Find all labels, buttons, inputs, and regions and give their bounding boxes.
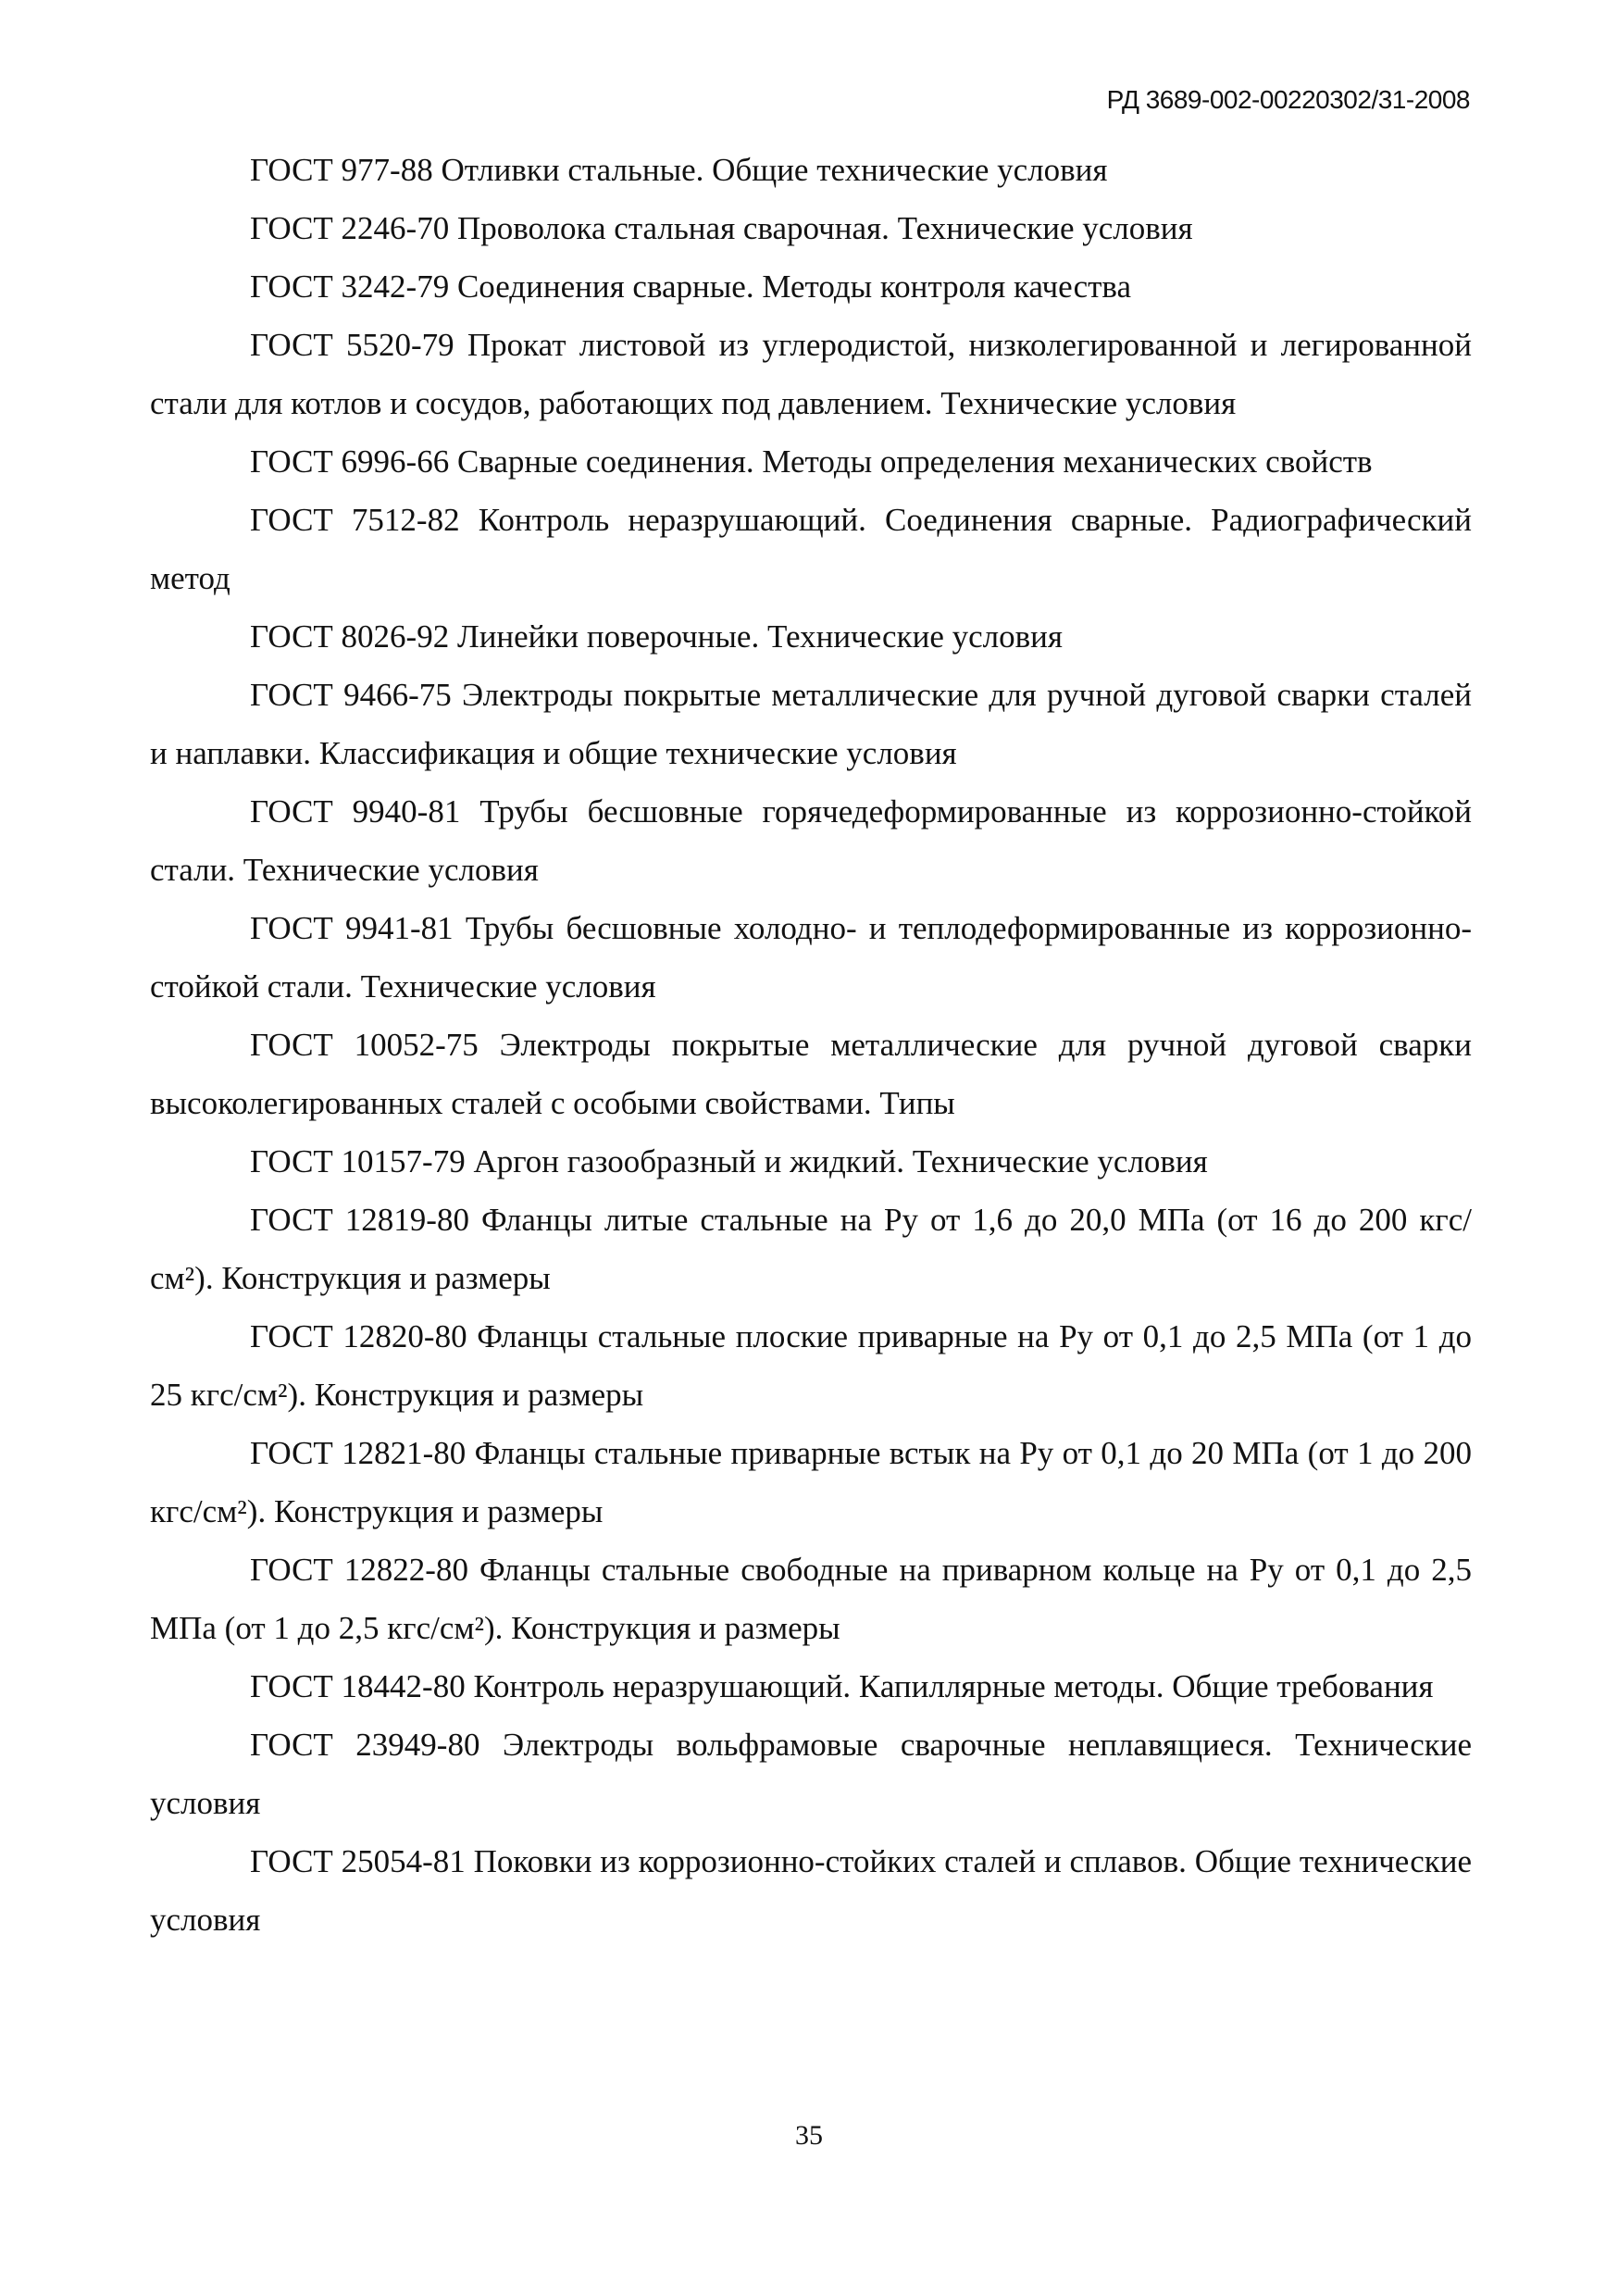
reference-code: ГОСТ 9941-81 <box>250 910 454 946</box>
reference-title: Отливки стальные. Общие технические условия <box>441 152 1108 188</box>
reference-item <box>150 1716 1472 1832</box>
reference-code: ГОСТ 10157-79 <box>250 1143 466 1179</box>
reference-code: ГОСТ 9466-75 <box>250 677 452 713</box>
reference-title: Трубы бесшовные горячедеформированные из коррозионно-стойкой стали. Технические условия <box>150 793 1473 888</box>
reference-item <box>150 1541 1472 1657</box>
reference-title: Электроды вольфрамовые сварочные неплавящиеся. Технические условия <box>150 1727 1472 1821</box>
normative-references-list <box>150 141 1472 1949</box>
reference-item <box>150 1657 1472 1716</box>
reference-title: Фланцы стальные свободные на приварном кольце на Ру от 0,1 до 2,5 МПа (от 1 до 2,5 кгс/см²). Конструкция и размеры <box>150 1552 1472 1646</box>
reference-item <box>150 607 1472 666</box>
reference-title: Соединения сварные. Методы контроля качества <box>456 268 1131 305</box>
reference-code: ГОСТ 12820-80 <box>250 1318 467 1354</box>
reference-code: ГОСТ 3242-79 <box>250 268 450 305</box>
reference-item <box>150 1191 1472 1307</box>
reference-code: ГОСТ 6996-66 <box>250 443 450 480</box>
reference-item <box>150 1016 1472 1132</box>
reference-code: ГОСТ 12822-80 <box>250 1552 468 1588</box>
reference-title: Аргон газообразный и жидкий. Технические условия <box>473 1143 1208 1179</box>
reference-item <box>150 1832 1472 1949</box>
reference-code: ГОСТ 977-88 <box>250 152 433 188</box>
reference-title: Контроль неразрушающий. Капиллярные методы. Общие требования <box>473 1668 1434 1704</box>
reference-title: Электроды покрытые металлические для ручной дуговой сварки сталей и наплавки. Классификация и общие технические условия <box>150 677 1472 771</box>
reference-title: Контроль неразрушающий. Соединения сварные. Радиографический метод <box>150 502 1472 596</box>
reference-item <box>150 432 1472 491</box>
page-number: 35 <box>795 2120 823 2151</box>
reference-code: ГОСТ 7512-82 <box>250 502 460 538</box>
reference-title: Проволока стальная сварочная. Технические условия <box>456 210 1193 246</box>
reference-code: ГОСТ 5520-79 <box>250 327 454 363</box>
reference-item <box>150 1132 1472 1191</box>
reference-item <box>150 1307 1472 1424</box>
reference-title: Прокат листовой из углеродистой, низколегированной и легированной стали для котлов и сосудов, работающих под давлением. Технические условия <box>150 327 1472 421</box>
reference-title: Фланцы литые стальные на Ру от 1,6 до 20,0 МПа (от 16 до 200 кгс/см²). Конструкция и размеры <box>150 1202 1472 1296</box>
reference-title: Фланцы стальные приварные встык на Ру от 0,1 до 20 МПа (от 1 до 200 кгс/см²). Конструкция и размеры <box>150 1435 1472 1529</box>
reference-item <box>150 782 1472 899</box>
reference-item <box>150 491 1472 607</box>
reference-code: ГОСТ 2246-70 <box>250 210 450 246</box>
reference-code: ГОСТ 10052-75 <box>250 1027 479 1063</box>
reference-code: ГОСТ 12819-80 <box>250 1202 469 1238</box>
reference-title: Трубы бесшовные холодно- и теплодеформированные из коррозионно-стойкой стали. Технические условия <box>150 910 1473 1004</box>
reference-title: Фланцы стальные плоские приварные на Ру от 0,1 до 2,5 МПа (от 1 до 25 кгс/см²). Конструкция и размеры <box>150 1318 1473 1413</box>
reference-code: ГОСТ 9940-81 <box>250 793 461 830</box>
reference-item <box>150 199 1472 257</box>
reference-item <box>150 141 1472 199</box>
reference-code: ГОСТ 25054-81 <box>250 1843 466 1879</box>
reference-item <box>150 316 1472 432</box>
reference-code: ГОСТ 8026-92 <box>250 618 450 655</box>
reference-title: Поковки из коррозионно-стойких сталей и сплавов. Общие технические условия <box>150 1843 1472 1938</box>
reference-code: ГОСТ 18442-80 <box>250 1668 466 1704</box>
reference-title: Сварные соединения. Методы определения механических свойств <box>456 443 1373 480</box>
reference-code: ГОСТ 23949-80 <box>250 1727 480 1763</box>
reference-code: ГОСТ 12821-80 <box>250 1435 467 1471</box>
document-code: РД 3689-002-00220302/31-2008 <box>1106 85 1470 114</box>
reference-item <box>150 899 1472 1016</box>
reference-title: Электроды покрытые металлические для ручной дуговой сварки высоколегированных сталей с особыми свойствами. Типы <box>150 1027 1473 1121</box>
reference-item <box>150 257 1472 316</box>
reference-title: Линейки поверочные. Технические условия <box>456 618 1063 655</box>
reference-item <box>150 1424 1472 1541</box>
reference-item <box>150 666 1472 782</box>
